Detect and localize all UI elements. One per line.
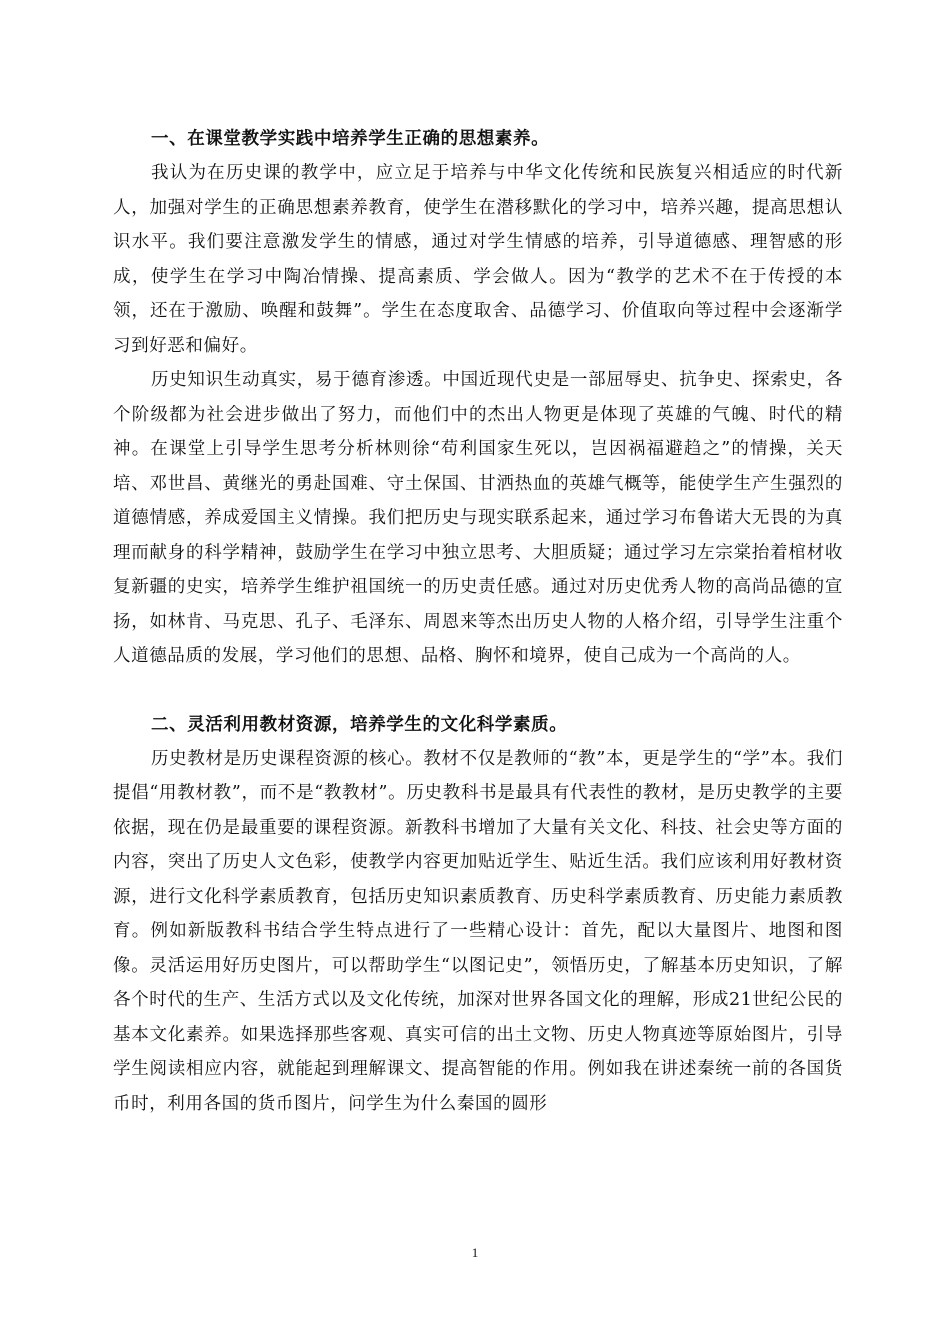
page-number: 1 xyxy=(471,1245,479,1260)
document-body xyxy=(113,122,843,1121)
section-1-paragraph-2: 历史知识生动真实，易于德育渗透。中国近现代史是一部屈辱史、抗争史、探索史，各个阶级都为社会进步做出了努力，而他们中的杰出人物更是体现了英雄的气魄、时代的精神。在课堂上引导学生思考分析林则徐“苟利国家生死以，岂因祸福避趋之”的情操，关天培、邓世昌、黄继光的勇赴国难、守土保国、甘洒热血的英雄气概等，能使学生产生强烈的道德情感，养成爱国主义情操。我们把历史与现实联系起来，通过学习布鲁诺大无畏的为真理而献身的科学精神，鼓励学生在学习中独立思考、大胆质疑；通过学习左宗棠抬着棺材收复新疆的史实，培养学生维护祖国统一的历史责任感。通过对历史优秀人物的高尚品德的宣扬，如林肯、马克思、孔子、毛泽东、周恩来等杰出历史人物的人格介绍，引导学生注重个人道德品质的发展，学习他们的思想、品格、胸怀和境界，使自己成为一个高尚的人。 xyxy=(113,370,843,666)
section-heading-2: 二、灵活利用教材资源，培养学生的文化科学素质。 xyxy=(151,714,568,735)
section-2-paragraph-1: 历史教材是历史课程资源的核心。教材不仅是教师的“教”本，更是学生的“学”本。我们提倡“用教材教”，而不是“教教材”。历史教科书是最具有代表性的教材，是历史教学的主要依据，现在仍是最重要的课程资源。新教科书增加了大量有关文化、科技、社会史等方面的内容，突出了历史人文色彩，使教学内容更加贴近学生、贴近生活。我们应该利用好教材资源，进行文化科学素质教育，包括历史知识素质教育、历史科学素质教育、历史能力素质教育。例如新版教科书结合学生特点进行了一些精心设计：首先，配以大量图片、地图和图像。灵活运用好历史图片，可以帮助学生“以图记史”，领悟历史，了解基本历史知识，了解各个时代的生产、生活方式以及文化传统，加深对世界各国文化的理解，形成21世纪公民的基本文化素养。如果选择那些客观、真实可信的出土文物、历史人物真迹等原始图片，引导学生阅读相应内容，就能起到理解课文、提高智能的作用。例如我在讲述秦统一前的各国货币时，利用各国的货币图片，问学生为什么秦国的圆形 xyxy=(113,748,843,1114)
section-1-paragraph-1: 我认为在历史课的教学中，应立足于培养与中华文化传统和民族复兴相适应的时代新人，加强对学生的正确思想素养教育，使学生在潜移默化的学习中，培养兴趣，提高思想认识水平。我们要注意激发学生的情感，通过对学生情感的培养，引导道德感、理智感的形成，使学生在学习中陶冶情操、提高素质、学会做人。因为“教学的艺术不在于传授的本领，还在于激励、唤醒和鼓舞”。学生在态度取舍、品德学习、价值取向等过程中会逐渐学习到好恶和偏好。 xyxy=(113,163,843,356)
section-heading-1: 一、在课堂教学实践中培养学生正确的思想素养。 xyxy=(151,129,550,149)
section-spacer xyxy=(113,674,843,708)
